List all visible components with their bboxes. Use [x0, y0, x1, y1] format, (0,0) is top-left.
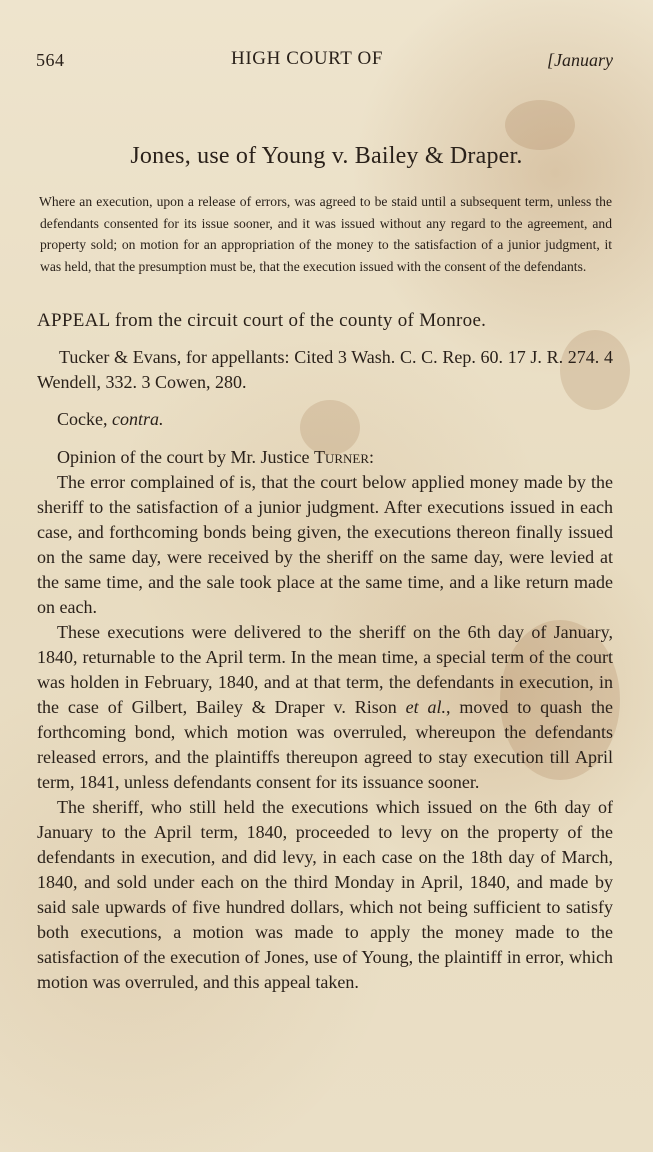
- contra-line: [37, 407, 613, 432]
- appeal-line: APPEAL from the circuit court of the county of Monroe.: [37, 310, 487, 331]
- paragraph-2-text-a: These executions were delivered to the sheriff on the 6th day of January, 1840, returnable to the April term. In the mean time, a special term of the court was holden in February, 1840, and at that term, the defendants in execution, in the case of Gilbert, Bailey & Draper v. Rison: [37, 622, 613, 717]
- opinion-paragraph-3: The sheriff, who still held the executions which issued on the 6th day of January to the April term, 1840, proceeded to levy on the property of the defendants in execution, and did levy, in each case on the 18th day of March, 1840, and sold under each on the third Monday in April, 1840, and made by said sale upwards of five hundred dollars, which not being sufficient to satisfy both executions, a motion was made to apply the money made to the satisfaction of the execution of Jones, use of Young, the plaintiff in error, which motion was overruled, and this appeal taken.: [37, 797, 613, 992]
- running-head: HIGH COURT OF: [231, 48, 383, 69]
- counsel-text: Tucker & Evans, for appellants: Cited 3 Wash. C. C. Rep. 60. 17 J. R. 274. 4 Wendell, 332. 3 Cowen, 280.: [37, 347, 613, 392]
- opinion-prefix: Opinion of the court by Mr. Justice: [57, 447, 314, 467]
- contra-word: contra.: [111, 409, 164, 429]
- justice-name: Turner:: [313, 447, 375, 467]
- running-head-month: [January: [547, 50, 613, 70]
- opinion-body: [37, 470, 613, 995]
- paragraph-2-text-b: , moved to quash the forthcoming bond, which motion was overruled, whereupon the defendants released errors, and the plaintiffs thereupon agreed to stay execution till April term, 1841, unless defendants consent for its issuance sooner.: [37, 697, 613, 792]
- et-al: et al.: [405, 697, 446, 717]
- case-syllabus: Where an execution, upon a release of errors, was agreed to be staid until a subsequent term, unless the defendants consented for its issue sooner, and it was issued without any regard to the agreement, and property sold; on motion for an appropriation of the money to the satisfaction of a junior judgment, it was held, that the presumption must be, that the execution issued with the consent of the defendants.: [39, 194, 612, 274]
- counsel-citations: [37, 345, 613, 395]
- opinion-heading: [37, 445, 613, 470]
- contra-counsel: Cocke,: [57, 409, 112, 429]
- page-header: [36, 48, 613, 76]
- opinion-paragraph-1: The error complained of is, that the court below applied money made by the sheriff to the satisfaction of a junior judgment. After executions issued in each case, and forthcoming bonds being given, the executions thereon finally issued on the same day, were received by the sheriff on the same day, were levied at the same time, and the sale took place at the same time, and a like return made on each.: [37, 472, 613, 617]
- page-number: 564: [36, 50, 65, 70]
- case-title: Jones, use of Young v. Bailey & Draper.: [130, 143, 523, 169]
- opinion-paragraph-2: [37, 620, 613, 795]
